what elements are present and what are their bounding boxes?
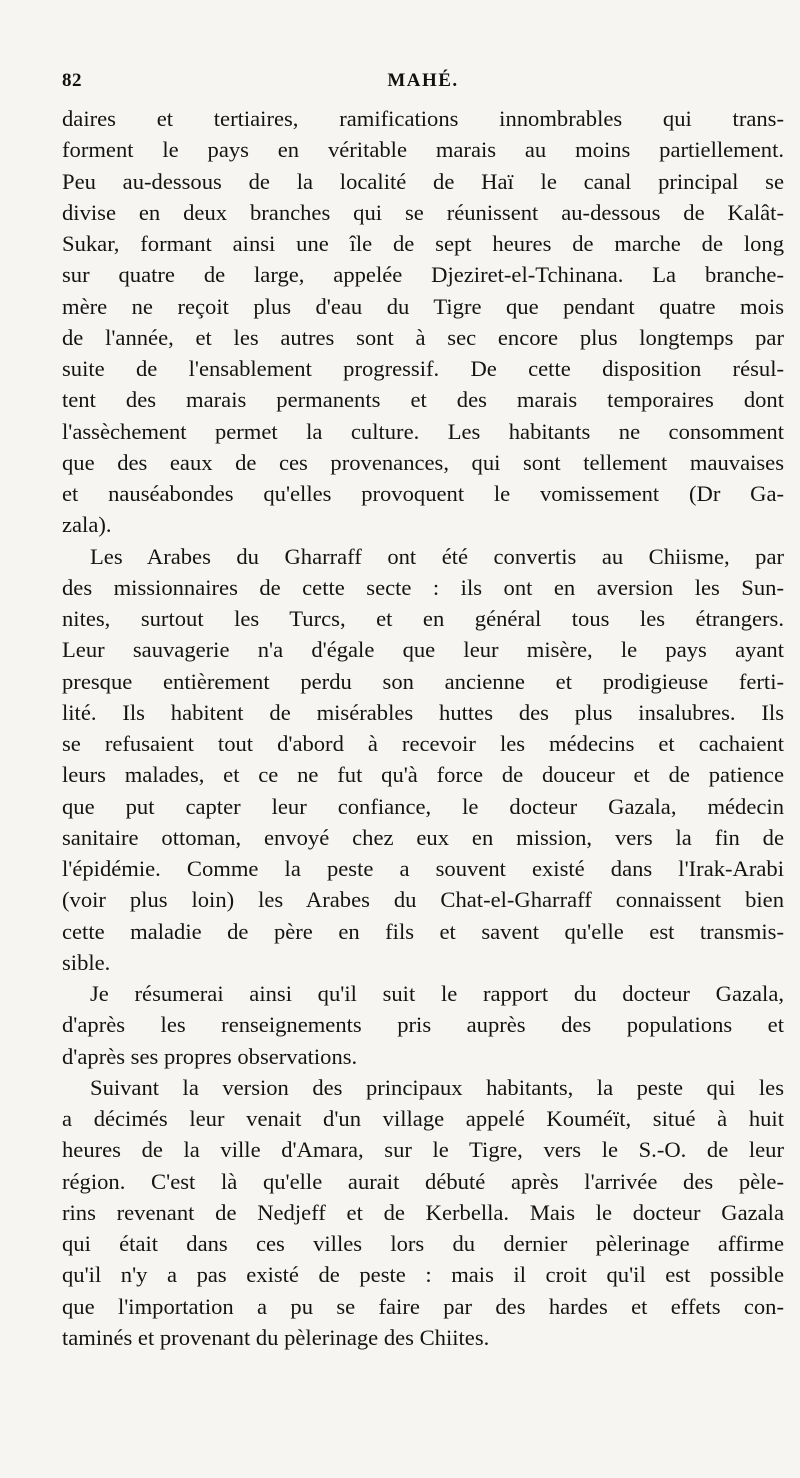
text-line: sible. bbox=[62, 949, 111, 975]
body-text bbox=[62, 103, 784, 1353]
text-line: sanitaire ottoman, envoyé chez eux en mission, vers la fin de bbox=[62, 824, 784, 850]
text-line: sur quatre de large, appelée Djeziret-el-Tchinana. La branche- bbox=[62, 262, 784, 288]
text-line: et nauséabondes qu'elles provoquent le vomissement (Dr Ga- bbox=[62, 481, 784, 506]
text-line: cette maladie de père en fils et savent qu'elle est transmis- bbox=[62, 918, 784, 944]
text-line: de l'année, et les autres sont à sec encore plus longtemps par bbox=[62, 324, 784, 350]
text-line: l'assèchement permet la culture. Les habitants ne consomment bbox=[62, 418, 784, 444]
text-line: presque entièrement perdu son ancienne et prodigieuse ferti- bbox=[62, 668, 784, 694]
text-line: que l'importation a pu se faire par des hardes et effets con- bbox=[62, 1293, 784, 1319]
text-line: se refusaient tout d'abord à recevoir les médecins et cachaient bbox=[62, 731, 784, 756]
text-line: Sukar, formant ainsi une île de sept heures de marche de long bbox=[62, 231, 784, 256]
text-line: que put capter leur confiance, le docteur Gazala, médecin bbox=[62, 793, 784, 819]
text-line: d'après les renseignements pris auprès des populations et bbox=[62, 1012, 784, 1038]
text-line: région. C'est là qu'elle aurait débuté après l'arrivée des pèle- bbox=[62, 1168, 784, 1194]
text-line: zala). bbox=[62, 512, 112, 538]
text-line: Les Arabes du Gharraff ont été convertis au Chiisme, par bbox=[90, 543, 784, 569]
running-head bbox=[62, 70, 784, 100]
text-line: qui était dans ces villes lors du dernier pèlerinage affirme bbox=[62, 1231, 784, 1256]
text-line: mère ne reçoit plus d'eau du Tigre que pendant quatre mois bbox=[62, 293, 784, 319]
running-title: MAHÉ. bbox=[387, 70, 459, 91]
text-line: Peu au-dessous de la localité de Haï le canal principal se bbox=[62, 168, 784, 194]
text-line: divise en deux branches qui se réunissent au-dessous de Kalât- bbox=[62, 199, 784, 225]
text-line: daires et tertiaires, ramifications innombrables qui trans- bbox=[62, 106, 784, 131]
text-line: suite de l'ensablement progressif. De cette disposition résul- bbox=[62, 356, 784, 381]
text-line: taminés et provenant du pèlerinage des Chiites. bbox=[62, 1324, 490, 1350]
text-line: Leur sauvagerie n'a d'égale que leur misère, le pays ayant bbox=[62, 637, 784, 663]
text-line: que des eaux de ces provenances, qui sont tellement mauvaises bbox=[62, 449, 784, 475]
text-line: lité. Ils habitent de misérables huttes des plus insalubres. Ils bbox=[62, 699, 784, 725]
text-line: tent des marais permanents et des marais temporaires dont bbox=[62, 387, 784, 413]
text-line: l'épidémie. Comme la peste a souvent existé dans l'Irak-Arabi bbox=[62, 856, 784, 881]
text-line: a décimés leur venait d'un village appelé Kouméït, situé à huit bbox=[62, 1106, 784, 1131]
text-line: des missionnaires de cette secte : ils ont en aversion les Sun- bbox=[62, 574, 784, 600]
text-line: nites, surtout les Turcs, et en général tous les étrangers. bbox=[62, 606, 784, 631]
page-number: 82 bbox=[62, 70, 82, 91]
text-line: heures de la ville d'Amara, sur le Tigre, vers le S.-O. de leur bbox=[62, 1137, 784, 1163]
text-line: forment le pays en véritable marais au moins partiellement. bbox=[62, 137, 784, 163]
text-line: qu'il n'y a pas existé de peste : mais il croit qu'il est possible bbox=[62, 1262, 784, 1288]
text-line: d'après ses propres observations. bbox=[62, 1043, 358, 1069]
text-line: leurs malades, et ce ne fut qu'à force de douceur et de patience bbox=[62, 762, 784, 788]
text-line: (voir plus loin) les Arabes du Chat-el-Gharraff connaissent bien bbox=[62, 887, 784, 913]
text-line: rins revenant de Nedjeff et de Kerbella. Mais le docteur Gazala bbox=[62, 1199, 784, 1225]
text-line: Je résumerai ainsi qu'il suit le rapport du docteur Gazala, bbox=[90, 981, 784, 1006]
text-line: Suivant la version des principaux habitants, la peste qui les bbox=[90, 1074, 784, 1100]
